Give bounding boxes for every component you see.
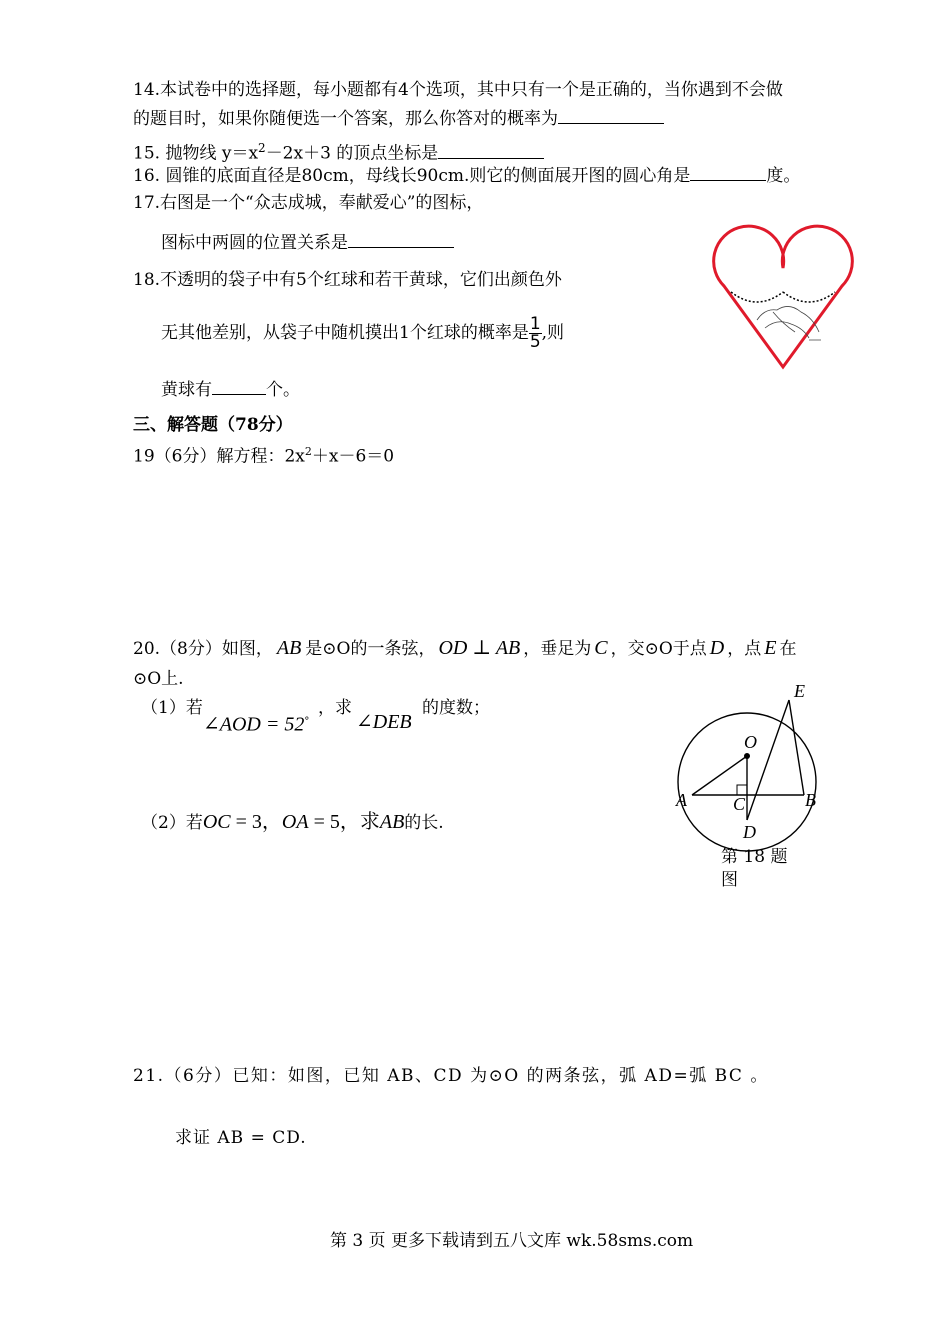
q15-sup: 2 (258, 141, 266, 155)
q18-answer-blank (212, 377, 266, 395)
heart-outline (714, 226, 853, 367)
q20-sub1-mid: ，求 (318, 698, 352, 718)
label-a: A (676, 790, 687, 810)
q20-eq5: = 5，求 (308, 811, 380, 833)
label-b: B (805, 790, 816, 810)
label-o: O (744, 732, 757, 752)
q18-line2-prefix: 无其他差别，从袋子中随机摸出1个红球的概率是 (161, 323, 529, 343)
q19-prefix: 19（6分）解方程：2x (133, 446, 305, 467)
q21-line2: 求证 AB = CD. (175, 1128, 307, 1148)
q15-line (133, 136, 544, 166)
heart-figure (713, 232, 853, 372)
q15-suffix: －2x＋3 的顶点坐标是 (265, 143, 439, 164)
q14-line2 (133, 106, 664, 131)
q19-line (133, 440, 394, 469)
q20-od-perp-ab: OD ⊥ AB (438, 637, 521, 659)
page-footer: 第 3 页 更多下载请到五八文库 wk.58sms.com (330, 1231, 694, 1251)
segment-oa (692, 756, 747, 795)
q14-answer-blank (558, 106, 664, 124)
q20-ab: AB (276, 637, 302, 659)
q17-line2 (161, 230, 454, 255)
q20-p2: 是⊙O的一条弦， (305, 639, 436, 659)
q20-p5: ，点 (727, 639, 762, 659)
q18-frac-den: 5 (529, 332, 541, 352)
q16-answer-blank (690, 163, 766, 181)
q20-d: D (709, 637, 725, 659)
q20-eq3: = 3， (230, 811, 282, 833)
q20-sub1-angle (203, 710, 309, 738)
figure-caption-line2: 图 (721, 870, 738, 890)
q17-answer-blank (348, 230, 454, 248)
center-point-o (744, 753, 750, 759)
q20-sub1-suffix: 的度数； (422, 698, 490, 718)
segment-ed (747, 700, 789, 820)
q20-p6: 在 (779, 639, 797, 659)
q20-p3: ，垂足为 (523, 639, 592, 659)
circle-geometry-figure (672, 676, 862, 856)
heart-hands-sketch (757, 306, 821, 340)
q20-degree: ° (304, 716, 310, 727)
label-e: E (794, 681, 805, 701)
segment-eb (789, 700, 804, 795)
q20-sub2-prefix: （2）若 (141, 813, 203, 833)
q18-line3 (161, 377, 300, 402)
q18-line3-suffix: 个。 (266, 380, 300, 400)
section3-title: 三、解答题（78分） (133, 415, 293, 435)
q21-line1: 21.（6分）已知：如图，已知 AB、CD 为⊙O 的两条弦，弧 AD=弧 BC 。 (133, 1066, 769, 1086)
q14-line1: 14.本试卷中的选择题，每小题都有4个选项，其中只有一个是正确的，当你遇到不会做 (133, 80, 783, 100)
q20-c: C (594, 637, 608, 659)
q20-oc: OC (202, 811, 231, 833)
q19-suffix: ＋x－6＝0 (311, 446, 395, 467)
q20-angle-deb-wrap (356, 710, 412, 735)
label-c: C (733, 794, 746, 814)
heart-dotted-arc-right (783, 292, 835, 302)
q20-ab2: AB (379, 811, 405, 833)
q20-sub2 (141, 810, 444, 835)
q20-line1 (133, 636, 796, 661)
q20-e: E (764, 637, 777, 659)
q18-line1: 18.不透明的袋子中有5个红球和若干黄球，它们出颜色外 (133, 270, 562, 290)
q19-sup: 2 (304, 445, 312, 458)
q20-p4: ，交⊙O于点 (610, 639, 707, 659)
q20-oa: OA (281, 811, 309, 833)
q17-line1: 17.右图是一个“众志成城，奉献爱心”的图标， (133, 193, 484, 213)
label-d: D (743, 822, 756, 842)
q18-line3-prefix: 黄球有 (161, 380, 212, 400)
q18-frac-num: 1 (529, 314, 541, 334)
q17-line2-text: 图标中两圆的位置关系是 (161, 233, 348, 253)
q14-line2-text: 的题目时，如果你随便选一个答案，那么你答对的概率为 (133, 109, 558, 129)
q20-sub1-prefix: （1）若 (141, 698, 203, 718)
q20-sub2-suffix: 的长. (404, 813, 444, 833)
q15-prefix: 15. 抛物线 y＝x (133, 143, 259, 164)
q20-p1: 20.（8分）如图， (133, 639, 273, 659)
q16-text: 16. 圆锥的底面直径是80cm，母线长90cm.则它的侧面展开图的圆心角是 (133, 166, 691, 186)
q20-line2: ⊙O上. (133, 669, 184, 689)
q20-angle-deb: ∠DEB (356, 711, 412, 733)
q18-line2 (161, 316, 564, 351)
q18-fraction (529, 316, 542, 351)
q15-answer-blank (438, 141, 544, 159)
figure-caption-line1: 第 18 题 (721, 847, 788, 867)
q20-angle-aod: ∠AOD = 52 (203, 713, 305, 736)
heart-dotted-arc-left (731, 292, 783, 302)
q18-line2-suffix: ,则 (541, 323, 565, 343)
q16-unit: 度。 (766, 166, 801, 186)
q16-line (133, 163, 800, 188)
